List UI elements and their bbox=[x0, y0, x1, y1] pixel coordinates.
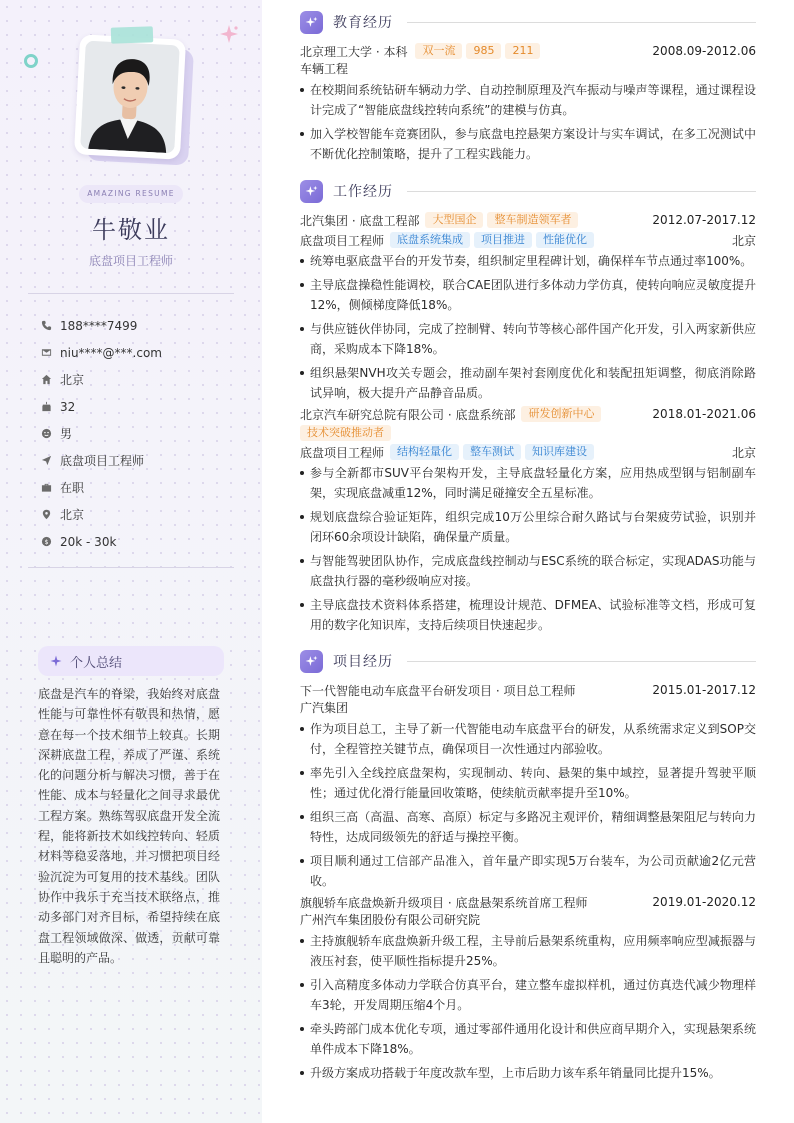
mail-icon bbox=[40, 347, 52, 359]
list-item: 升级方案成功搭载于年度改款车型，上市后助力该车系年销量同比提升15%。 bbox=[300, 1063, 756, 1083]
school-name: 北京理工大学 · 本科 bbox=[300, 44, 408, 59]
contact-email: niu****@***.com bbox=[40, 339, 240, 366]
skill-tag: 性能优化 bbox=[536, 232, 594, 248]
contact-age: 32 bbox=[40, 393, 240, 420]
phone-icon bbox=[40, 320, 52, 332]
list-item: 主导底盘操稳性能调校，联合CAE团队进行多体动力学仿真，使转向响应灵敏度提升12%，侧倾梯度降低18%。 bbox=[300, 275, 756, 315]
position: 底盘项目工程师 bbox=[300, 445, 385, 460]
section-title: 教育经历 bbox=[333, 15, 393, 31]
job-position-row bbox=[300, 443, 756, 461]
section-divider bbox=[407, 191, 756, 192]
city: 北京 bbox=[731, 233, 756, 248]
company-name: 北京汽车研究总院有限公司 · 底盘系统部 bbox=[300, 407, 516, 422]
company-tag-row bbox=[300, 424, 756, 442]
major: 车辆工程 bbox=[300, 62, 349, 76]
skill-tag: 知识库建设 bbox=[525, 444, 594, 460]
contact-salary: $ 20k - 30k bbox=[40, 528, 240, 555]
send-icon bbox=[40, 455, 52, 467]
contact-list bbox=[40, 312, 240, 555]
projects-section bbox=[300, 649, 756, 1087]
job-position-row bbox=[300, 231, 756, 249]
list-item: 引入高精度多体动力学联合仿真平台，建立整车虚拟样机，通过仿真迭代减少物理样车3轮，开发周期压缩4个月。 bbox=[300, 975, 756, 1015]
job-header bbox=[300, 211, 756, 229]
list-item: 规划底盘综合验证矩阵，组织完成10万公里综合耐久路试与台架疲劳试验，识别并闭环60余项设计缺陷，确保量产质量。 bbox=[300, 507, 756, 547]
city: 北京 bbox=[731, 445, 756, 460]
project-org: 广州汽车集团股份有限公司研究院 bbox=[300, 913, 481, 927]
project-header bbox=[300, 893, 756, 911]
divider bbox=[28, 293, 234, 294]
summary-text: 底盘是汽车的脊梁，我始终对底盘性能与可靠性怀有敬畏和热情，愿意在每一个技术细节上较真。长期深耕底盘工程，养成了严谨、系统化的问题分析与解决习惯，善于在性能、成本与轻量化之间寻求最优工程方案。熟练驾驭底盘开发全流程，能将新技术如线控转向、轻质材料等稳妥落地，并习惯把项目经验沉淀为可复用的技术基线。团队协作中我乐于充当技术联络点，推动多部门对齐目标，希望持续在底盘工程领域做深、做透，贡献可靠且聪明的产品。 bbox=[38, 687, 220, 965]
contact-gender: 男 bbox=[40, 420, 240, 447]
education-row bbox=[300, 42, 756, 60]
list-item: 组织悬架NVH攻关专题会，推动副车架衬套刚度优化和装配扭矩调整，彻底消除路试异响，极大提升产品静音品质。 bbox=[300, 363, 756, 403]
company-tag: 大型国企 bbox=[425, 212, 483, 228]
avatar bbox=[77, 37, 187, 159]
job-header bbox=[300, 405, 756, 423]
skill-tag: 结构轻量化 bbox=[390, 444, 459, 460]
contact-location: 北京 bbox=[40, 501, 240, 528]
cake-icon bbox=[40, 401, 52, 413]
job-bullets bbox=[300, 251, 756, 403]
list-item: 统筹电驱底盘平台的开发节奏，组织制定里程碑计划，确保样车节点通过率100%。 bbox=[300, 251, 756, 271]
project-header bbox=[300, 681, 756, 699]
contact-phone: 188****7499 bbox=[40, 312, 240, 339]
list-item: 与智能驾驶团队协作，完成底盘线控制动与ESC系统的联合标定，实现ADAS功能与底盘执行器的毫秒级响应对接。 bbox=[300, 551, 756, 591]
company-tag: 研发创新中心 bbox=[521, 406, 601, 422]
list-item: 牵头跨部门成本优化专项，通过零部件通用化设计和供应商早期介入，实现悬架系统单件成本下降18%。 bbox=[300, 1019, 756, 1059]
sparkle-icon bbox=[219, 24, 239, 44]
candidate-role: 底盘项目工程师 bbox=[88, 254, 173, 268]
profile-photo bbox=[80, 41, 180, 154]
sidebar bbox=[0, 0, 262, 1123]
sparkle-icon bbox=[300, 11, 323, 34]
project-bullets bbox=[300, 719, 756, 891]
salary-icon bbox=[40, 536, 52, 548]
decorative-ring-icon bbox=[24, 54, 38, 68]
section-divider bbox=[407, 22, 756, 23]
amazing-resume-badge: AMAZING RESUME bbox=[79, 185, 183, 203]
sparkle-icon bbox=[300, 180, 323, 203]
section-divider bbox=[407, 661, 756, 662]
list-item: 组织三高（高温、高寒、高原）标定与多路况主观评价，精细调整悬架阻尼与转向力特性，达成同级领先的舒适与操控平衡。 bbox=[300, 807, 756, 847]
location-pin-icon bbox=[40, 509, 52, 521]
briefcase-icon bbox=[40, 482, 52, 494]
candidate-name: 牛敬业 bbox=[92, 216, 170, 244]
contact-status: 在职 bbox=[40, 474, 240, 501]
skill-tag: 底盘系统集成 bbox=[390, 232, 470, 248]
school-tag: 985 bbox=[466, 43, 501, 59]
date-range: 2008.09-2012.06 bbox=[652, 44, 756, 58]
company-name: 北汽集团 · 底盘工程部 bbox=[300, 213, 420, 228]
skill-tag: 整车测试 bbox=[463, 444, 521, 460]
school-tag: 211 bbox=[505, 43, 540, 59]
list-item: 参与全新都市SUV平台架构开发，主导底盘轻量化方案，应用热成型钢与铝制副车架，实现底盘减重12%，同时满足碰撞安全五星标准。 bbox=[300, 463, 756, 503]
section-title: 工作经历 bbox=[333, 184, 393, 200]
education-bullets bbox=[300, 80, 756, 164]
tape-decoration bbox=[111, 26, 154, 43]
section-title: 项目经历 bbox=[333, 654, 393, 670]
project-org: 广汽集团 bbox=[300, 701, 349, 715]
date-range: 2015.01-2017.12 bbox=[652, 683, 756, 697]
summary-title: 个人总结 bbox=[70, 655, 123, 671]
home-icon bbox=[40, 374, 52, 386]
list-item: 作为项目总工，主导了新一代智能电动车底盘平台的研发，从系统需求定义到SOP交付，全程管控关键节点，确保项目一次性通过内部验收。 bbox=[300, 719, 756, 759]
job-bullets bbox=[300, 463, 756, 635]
svg-text:$: $ bbox=[43, 537, 49, 546]
list-item: 主导底盘技术资料体系搭建，梳理设计规范、DFMEA、试验标准等文档，形成可复用的数字化知识库，支持后续项目快速起步。 bbox=[300, 595, 756, 635]
summary-header bbox=[38, 646, 224, 676]
school-tag: 双一流 bbox=[415, 43, 462, 59]
sparkle-icon bbox=[50, 655, 62, 667]
divider bbox=[28, 567, 234, 568]
sparkle-icon bbox=[300, 650, 323, 673]
company-tag: 整车制造领军者 bbox=[487, 212, 578, 228]
date-range: 2019.01-2020.12 bbox=[652, 895, 756, 909]
position: 底盘项目工程师 bbox=[300, 233, 385, 248]
list-item: 与供应链伙伴协同，完成了控制臂、转向节等核心部件国产化开发，引入两家新供应商，采购成本下降18%。 bbox=[300, 319, 756, 359]
list-item: 率先引入全线控底盘架构，实现制动、转向、悬架的集中域控，显著提升驾驶平顺性；通过优化滑行能量回收策略，使续航贡献率提升至10%。 bbox=[300, 763, 756, 803]
contact-target-role: 底盘项目工程师 bbox=[40, 447, 240, 474]
date-range: 2018.01-2021.06 bbox=[652, 407, 756, 421]
project-name: 旗舰轿车底盘焕新升级项目 · 底盘悬架系统首席工程师 bbox=[300, 895, 588, 910]
skill-tag: 项目推进 bbox=[474, 232, 532, 248]
company-tag: 技术突破推动者 bbox=[300, 425, 391, 441]
list-item: 加入学校智能车竞赛团队，参与底盘电控悬架方案设计与实车调试，在多工况测试中不断优化控制策略，提升了工程实践能力。 bbox=[300, 124, 756, 164]
work-section bbox=[300, 179, 756, 639]
list-item: 项目顺利通过工信部产品准入，首年量产即实现5万台装车，为公司贡献逾2亿元营收。 bbox=[300, 851, 756, 891]
date-range: 2012.07-2017.12 bbox=[652, 213, 756, 227]
project-name: 下一代智能电动车底盘平台研发项目 · 项目总工程师 bbox=[300, 683, 576, 698]
contact-home: 北京 bbox=[40, 366, 240, 393]
project-bullets bbox=[300, 931, 756, 1083]
list-item: 在校期间系统钻研车辆动力学、自动控制原理及汽车振动与噪声等课程，通过课程设计完成了“智能底盘线控转向系统”的建模与仿真。 bbox=[300, 80, 756, 120]
gender-icon bbox=[40, 428, 52, 440]
education-section bbox=[300, 10, 756, 168]
list-item: 主持旗舰轿车底盘焕新升级工程，主导前后悬架系统重构，应用频率响应型减振器与液压衬套，使平顺性指标提升25%。 bbox=[300, 931, 756, 971]
